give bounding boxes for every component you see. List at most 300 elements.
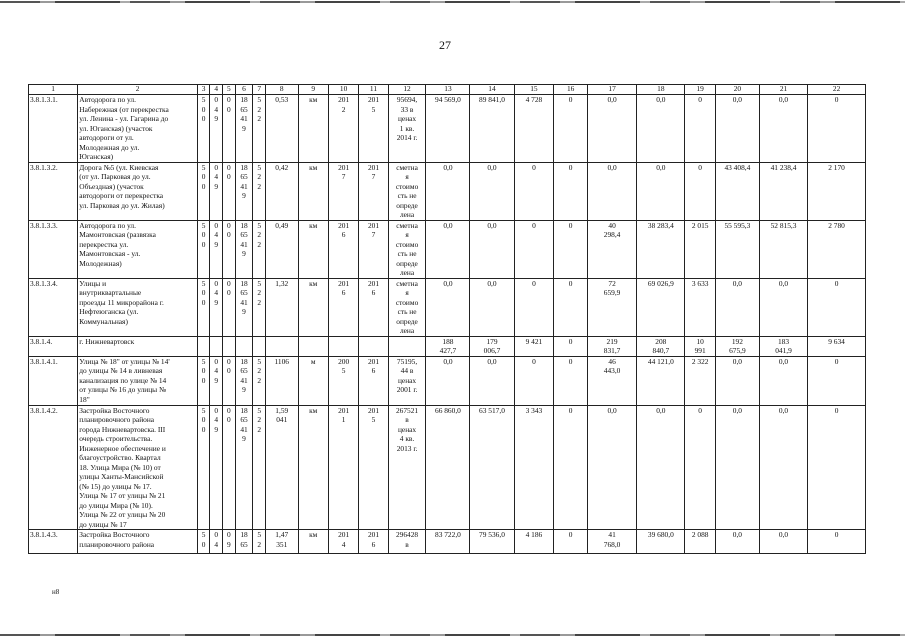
- cell-line: 2: [257, 424, 262, 434]
- table-cell-c2: [78, 530, 198, 554]
- cell-line: 41: [240, 375, 248, 385]
- table-cell-c1: [29, 278, 78, 336]
- table-cell-c2: [78, 162, 198, 220]
- cell-line: 840,7: [652, 346, 670, 355]
- cell-line: (от ул. Парковая до ул.: [79, 172, 151, 181]
- cell-line: 0: [201, 539, 206, 549]
- cell-line: 192: [731, 336, 743, 346]
- cell-line: 296428: [395, 530, 419, 539]
- cell-line: автодороги от перекрестка: [79, 191, 164, 200]
- table-cell-c8: [266, 278, 299, 336]
- cell-text: 0,0: [778, 405, 789, 415]
- table-cell-c4: [210, 336, 223, 356]
- table-cell-c14: [470, 405, 514, 530]
- cell-line: 7: [341, 172, 346, 181]
- cell-line: Застройка Восточного: [79, 405, 150, 415]
- table-cell-c14: [470, 95, 514, 163]
- table-cell-c17: [587, 336, 636, 356]
- cell-text: 3.8.1.4.2.: [30, 405, 58, 415]
- table-cell-c19: [685, 162, 715, 220]
- cell-line: Коммунальная): [79, 316, 128, 326]
- cell-text: 0,0: [732, 95, 742, 104]
- cell-line: 5: [201, 278, 206, 288]
- cell-text: 0: [834, 356, 839, 366]
- cell-line: стоимо: [395, 181, 419, 191]
- cell-line: 2: [257, 297, 262, 307]
- cell-text: 3.8.1.4.3.: [30, 530, 58, 539]
- cell-text: 0,0: [778, 95, 789, 104]
- column-number-row: [29, 85, 866, 95]
- cell-text: 0: [568, 336, 573, 346]
- cell-line: 9: [242, 123, 246, 133]
- cell-line: 443,0: [603, 366, 621, 375]
- cell-line: 675,9: [729, 346, 746, 355]
- table-cell-c18: [637, 356, 685, 405]
- cell-line: Молодежная): [79, 258, 122, 268]
- cell-text: 0,0: [732, 530, 742, 539]
- cell-line: 9: [242, 249, 246, 258]
- cell-text: 9 421: [525, 336, 543, 346]
- cell-line: 4: [214, 415, 219, 424]
- column-header: 15: [514, 85, 554, 95]
- table-cell-c17: [587, 356, 636, 405]
- table-cell-c4: [210, 356, 223, 405]
- table-cell-c21: [759, 336, 807, 356]
- cell-line: 0: [201, 415, 206, 424]
- cell-line: 2: [257, 104, 262, 114]
- column-header: 17: [587, 85, 636, 95]
- table-cell-c14: [470, 220, 514, 278]
- cell-line: 298,4: [603, 230, 621, 239]
- table-cell-c10: [328, 530, 358, 554]
- column-header: 21: [759, 85, 807, 95]
- table-row: [29, 530, 866, 554]
- cell-line: 9: [214, 297, 219, 307]
- cell-line: Мамонтовская (развязка: [79, 230, 156, 239]
- cell-line: 41: [240, 114, 248, 123]
- table-cell-c18: [637, 162, 685, 220]
- cell-line: планировочного района: [79, 415, 155, 424]
- cell-line: 18: [240, 162, 248, 172]
- cell-line: 0: [214, 278, 219, 288]
- cell-line: 0: [201, 172, 206, 181]
- table-cell-c10: [328, 162, 358, 220]
- cell-text: 0,0: [607, 95, 617, 104]
- table-cell-c8: [266, 530, 299, 554]
- table-cell-c5: [223, 530, 236, 554]
- table-cell-c15: [514, 162, 554, 220]
- table-cell-c19: [685, 530, 715, 554]
- table-cell-c20: [715, 220, 759, 278]
- table-cell-c1: [29, 336, 78, 356]
- table-cell-c3: [197, 278, 210, 336]
- cell-line: ценах: [397, 375, 417, 385]
- table-cell-c2: [78, 95, 198, 163]
- cell-text: 83 722,0: [435, 530, 461, 539]
- table-cell-c2: [78, 356, 198, 405]
- cell-line: 5: [257, 220, 262, 230]
- table-cell-c5: [223, 220, 236, 278]
- table-cell-c6: [235, 278, 253, 336]
- table-cell-c5: [223, 405, 236, 530]
- column-header: 22: [808, 85, 866, 95]
- table-cell-c11: [359, 162, 388, 220]
- cell-text: 0,49: [275, 220, 289, 230]
- table-cell-c8: [266, 336, 299, 356]
- table-cell-c21: [759, 278, 807, 336]
- cell-line: 201: [367, 95, 380, 104]
- cell-line: 4 кв.: [399, 434, 415, 443]
- cell-line: 0: [226, 95, 231, 104]
- cell-line: проезды 11 микрорайона г.: [79, 297, 164, 307]
- cell-line: 188: [442, 336, 454, 346]
- cell-line: 2: [341, 104, 346, 114]
- table-cell-c17: [587, 278, 636, 336]
- cell-line: Набережная (от перекрестка: [79, 104, 169, 114]
- cell-line: 18": [79, 394, 90, 404]
- page-number: 27: [439, 38, 451, 52]
- table-cell-c15: [514, 405, 554, 530]
- cell-line: 33 в: [400, 104, 414, 114]
- cell-line: 72: [608, 278, 616, 288]
- cell-line: стоимо: [395, 297, 419, 307]
- cell-line: 183: [777, 336, 790, 346]
- cell-line: 200: [338, 356, 350, 366]
- cell-line: 2013 г.: [396, 443, 418, 453]
- cell-line: ценах: [397, 114, 417, 123]
- cell-line: 201: [367, 162, 380, 172]
- cell-line: 40: [608, 220, 616, 230]
- cell-text: 0,0: [487, 220, 497, 230]
- table-cell-c7: [253, 530, 266, 554]
- cell-line: 201: [338, 530, 350, 539]
- cell-line: 65: [240, 104, 248, 114]
- cell-text: 52 815,3: [770, 220, 797, 230]
- table-cell-c1: [29, 162, 78, 220]
- table-cell-c16: [554, 220, 588, 278]
- table-cell-c22: [808, 530, 866, 554]
- cell-line: ценах: [397, 424, 417, 434]
- table-cell-c13: [426, 278, 470, 336]
- table-cell-c9: [298, 336, 328, 356]
- table-body: [29, 95, 866, 554]
- cell-line: 267521: [395, 405, 419, 415]
- cell-line: 9: [214, 114, 219, 123]
- table-cell-c12: [388, 95, 426, 163]
- cell-text: 0: [568, 95, 573, 104]
- table-cell-c3: [197, 356, 210, 405]
- cell-line: 6: [341, 230, 346, 239]
- program-table: [28, 84, 866, 554]
- table-cell-c3: [197, 405, 210, 530]
- cell-text: 0,0: [443, 220, 453, 230]
- table-cell-c20: [715, 356, 759, 405]
- cell-line: 9: [214, 375, 219, 385]
- cell-text: 2 780: [828, 220, 845, 230]
- cell-text: 0,0: [732, 356, 742, 366]
- table-cell-c9: [298, 356, 328, 405]
- cell-line: 9: [242, 307, 246, 316]
- table-cell-c10: [328, 220, 358, 278]
- cell-line: Молодежная до ул.: [79, 142, 140, 152]
- cell-line: 2: [257, 172, 262, 181]
- cell-line: 0: [226, 405, 231, 415]
- cell-text: км: [309, 95, 318, 104]
- table-row: [29, 336, 866, 356]
- table-cell-c7: [253, 356, 266, 405]
- table-cell-c21: [759, 405, 807, 530]
- table-cell-c15: [514, 356, 554, 405]
- cell-text: 0: [532, 220, 536, 230]
- table-cell-c9: [298, 405, 328, 530]
- cell-line: Улица № 18" от улицы № 14': [79, 356, 170, 366]
- cell-line: Автодорога по ул.: [79, 95, 136, 104]
- cell-line: я: [405, 172, 409, 181]
- cell-line: 0: [214, 530, 219, 539]
- table-cell-c5: [223, 356, 236, 405]
- table-cell-c20: [715, 95, 759, 163]
- column-header: 11: [359, 85, 388, 95]
- cell-line: до улицы № 17: [79, 519, 127, 529]
- table-cell-c2: [78, 405, 198, 530]
- cell-line: 9: [242, 385, 246, 394]
- cell-line: сметна: [396, 162, 418, 172]
- scan-edge-top: [0, 1, 905, 3]
- cell-line: от улицы № 16 до улицы №: [79, 385, 167, 394]
- table-cell-c3: [197, 95, 210, 163]
- cell-text: 0: [834, 405, 839, 415]
- cell-line: 7: [371, 172, 376, 181]
- cell-line: 2: [257, 539, 262, 549]
- cell-text: 66 860,0: [435, 405, 461, 415]
- table-cell-c11: [359, 356, 388, 405]
- cell-text: 0: [532, 278, 536, 288]
- cell-line: 219: [606, 336, 618, 346]
- cell-text: 0,0: [443, 278, 453, 288]
- table-cell-c11: [359, 336, 388, 356]
- table-cell-c5: [223, 278, 236, 336]
- cell-line: 4: [214, 288, 219, 297]
- cell-text: 0: [698, 162, 702, 172]
- cell-text: 0,0: [656, 95, 666, 104]
- table-row: [29, 356, 866, 405]
- cell-line: до улицы Мира (№ 10).: [79, 500, 153, 510]
- cell-line: 5: [201, 530, 206, 539]
- table-cell-c17: [587, 95, 636, 163]
- cell-line: 201: [367, 356, 380, 366]
- cell-text: 0,0: [778, 530, 789, 539]
- cell-line: 9: [214, 424, 219, 434]
- cell-line: 0: [201, 239, 206, 249]
- table-cell-c11: [359, 95, 388, 163]
- table-cell-c19: [685, 220, 715, 278]
- table-row: [29, 405, 866, 530]
- cell-text: 2 088: [691, 530, 709, 539]
- table-cell-c18: [637, 336, 685, 356]
- cell-line: улицы Ханты-Мансийской: [79, 472, 164, 481]
- cell-text: 0: [698, 405, 702, 415]
- table-cell-c22: [808, 278, 866, 336]
- table-cell-c13: [426, 220, 470, 278]
- cell-line: 201: [338, 95, 350, 104]
- cell-line: 2: [257, 114, 262, 123]
- cell-line: 2: [257, 288, 262, 297]
- cell-line: Улицы и: [79, 278, 107, 288]
- cell-text: 0,0: [607, 162, 617, 172]
- cell-line: 201: [338, 278, 350, 288]
- cell-line: стоимо: [395, 239, 419, 249]
- table-cell-c10: [328, 278, 358, 336]
- cell-line: 0: [214, 220, 219, 230]
- cell-line: 6: [371, 539, 376, 549]
- cell-line: 2: [257, 415, 262, 424]
- cell-text: 38 283,4: [647, 220, 674, 230]
- cell-text: 2 015: [691, 220, 709, 230]
- cell-line: 201: [338, 162, 350, 172]
- cell-line: Улица № 22 от улицы № 20: [79, 510, 166, 519]
- table-cell-c16: [554, 405, 588, 530]
- cell-line: 2: [257, 230, 262, 239]
- cell-line: сть не: [397, 249, 417, 258]
- table-cell-c22: [808, 356, 866, 405]
- cell-text: 0,0: [443, 356, 453, 366]
- table-cell-c10: [328, 95, 358, 163]
- cell-line: внутриквартальные: [79, 288, 142, 297]
- cell-line: 5: [371, 415, 376, 424]
- table-cell-c6: [235, 95, 253, 163]
- column-header: 1: [29, 85, 78, 95]
- cell-line: 201: [338, 220, 350, 230]
- cell-line: 2014 г.: [396, 133, 418, 142]
- table-cell-c2: [78, 336, 198, 356]
- table-cell-c12: [388, 405, 426, 530]
- cell-text: 69 026,9: [647, 278, 674, 288]
- cell-line: 041,9: [775, 346, 792, 355]
- cell-line: канализация по улице № 14: [79, 375, 167, 385]
- cell-line: (№ 15) до улицы № 17.: [79, 481, 152, 491]
- table-cell-c9: [298, 530, 328, 554]
- cell-line: 2: [257, 366, 262, 375]
- table-cell-c11: [359, 220, 388, 278]
- cell-text: км: [309, 405, 318, 415]
- cell-line: Нефтеюганска (ул.: [79, 307, 139, 316]
- cell-text: 0: [834, 95, 839, 104]
- cell-text: км: [309, 220, 318, 230]
- cell-text: 3.8.1.4.1.: [30, 356, 58, 366]
- table-cell-c21: [759, 95, 807, 163]
- cell-text: 0,42: [275, 162, 289, 172]
- cell-text: 0,0: [487, 356, 497, 366]
- cell-line: 18: [240, 530, 248, 539]
- column-header: 2: [78, 85, 198, 95]
- cell-line: 65: [240, 172, 248, 181]
- table-cell-c14: [470, 530, 514, 554]
- cell-line: 4: [214, 366, 219, 375]
- cell-line: 991: [694, 346, 706, 355]
- table-cell-c10: [328, 336, 358, 356]
- cell-text: 0,0: [487, 278, 497, 288]
- cell-text: 0: [568, 356, 573, 366]
- table-cell-c12: [388, 162, 426, 220]
- table-cell-c22: [808, 405, 866, 530]
- cell-line: 44 в: [400, 366, 414, 375]
- column-header: 16: [554, 85, 588, 95]
- cell-line: 41: [240, 424, 248, 434]
- cell-text: 3.8.1.4.: [30, 336, 53, 346]
- table-cell-c7: [253, 278, 266, 336]
- cell-line: автодороги от ул.: [79, 133, 134, 142]
- table-cell-c6: [235, 162, 253, 220]
- cell-line: 18: [240, 356, 248, 366]
- table-cell-c19: [685, 95, 715, 163]
- table-cell-c9: [298, 95, 328, 163]
- cell-text: 4 186: [525, 530, 543, 539]
- cell-line: 7: [371, 230, 376, 239]
- cell-line: сметна: [396, 278, 418, 288]
- cell-line: 0: [201, 288, 206, 297]
- cell-line: 0: [226, 104, 231, 114]
- cell-line: 201: [367, 405, 380, 415]
- cell-line: 65: [240, 415, 248, 424]
- table-cell-c20: [715, 278, 759, 336]
- cell-text: 0: [568, 405, 573, 415]
- cell-line: Автодорога по ул.: [79, 220, 136, 230]
- cell-line: 208: [655, 336, 667, 346]
- table-cell-c1: [29, 95, 78, 163]
- cell-text: 1106: [274, 356, 289, 366]
- table-cell-c16: [554, 336, 588, 356]
- cell-line: сть не: [397, 307, 417, 316]
- cell-line: 0: [226, 172, 231, 181]
- table-cell-c20: [715, 162, 759, 220]
- table-cell-c7: [253, 95, 266, 163]
- cell-line: 4: [214, 539, 219, 549]
- cell-text: 79 536,0: [479, 530, 505, 539]
- table-cell-c21: [759, 356, 807, 405]
- cell-line: 5: [257, 530, 262, 539]
- cell-line: 0: [226, 366, 231, 375]
- cell-line: Улица № 17 от улицы № 21: [79, 491, 166, 500]
- cell-text: 9 634: [828, 336, 845, 346]
- cell-line: планировочного района: [79, 539, 155, 549]
- table-cell-c8: [266, 356, 299, 405]
- column-header: 3: [197, 85, 210, 95]
- cell-line: лена: [399, 268, 415, 277]
- cell-line: перекрестка ул.: [79, 239, 129, 249]
- table-cell-c15: [514, 530, 554, 554]
- table-row: [29, 95, 866, 163]
- cell-line: 0: [226, 530, 231, 539]
- cell-line: в: [405, 539, 409, 549]
- cell-line: лена: [399, 326, 415, 335]
- cell-text: 0,0: [778, 278, 789, 288]
- cell-line: Инженерное обеспечение и: [79, 443, 166, 453]
- table-cell-c13: [426, 530, 470, 554]
- cell-text: 55 595,3: [724, 220, 751, 230]
- cell-line: я: [405, 230, 409, 239]
- table-row: [29, 162, 866, 220]
- cell-text: 4 728: [525, 95, 543, 104]
- table-cell-c4: [210, 220, 223, 278]
- cell-line: 0: [226, 278, 231, 288]
- table-cell-c22: [808, 220, 866, 278]
- table-cell-c1: [29, 405, 78, 530]
- table-cell-c15: [514, 336, 554, 356]
- table-cell-c3: [197, 530, 210, 554]
- cell-text: 2 170: [828, 162, 845, 172]
- table-cell-c15: [514, 220, 554, 278]
- cell-text: 63 517,0: [479, 405, 505, 415]
